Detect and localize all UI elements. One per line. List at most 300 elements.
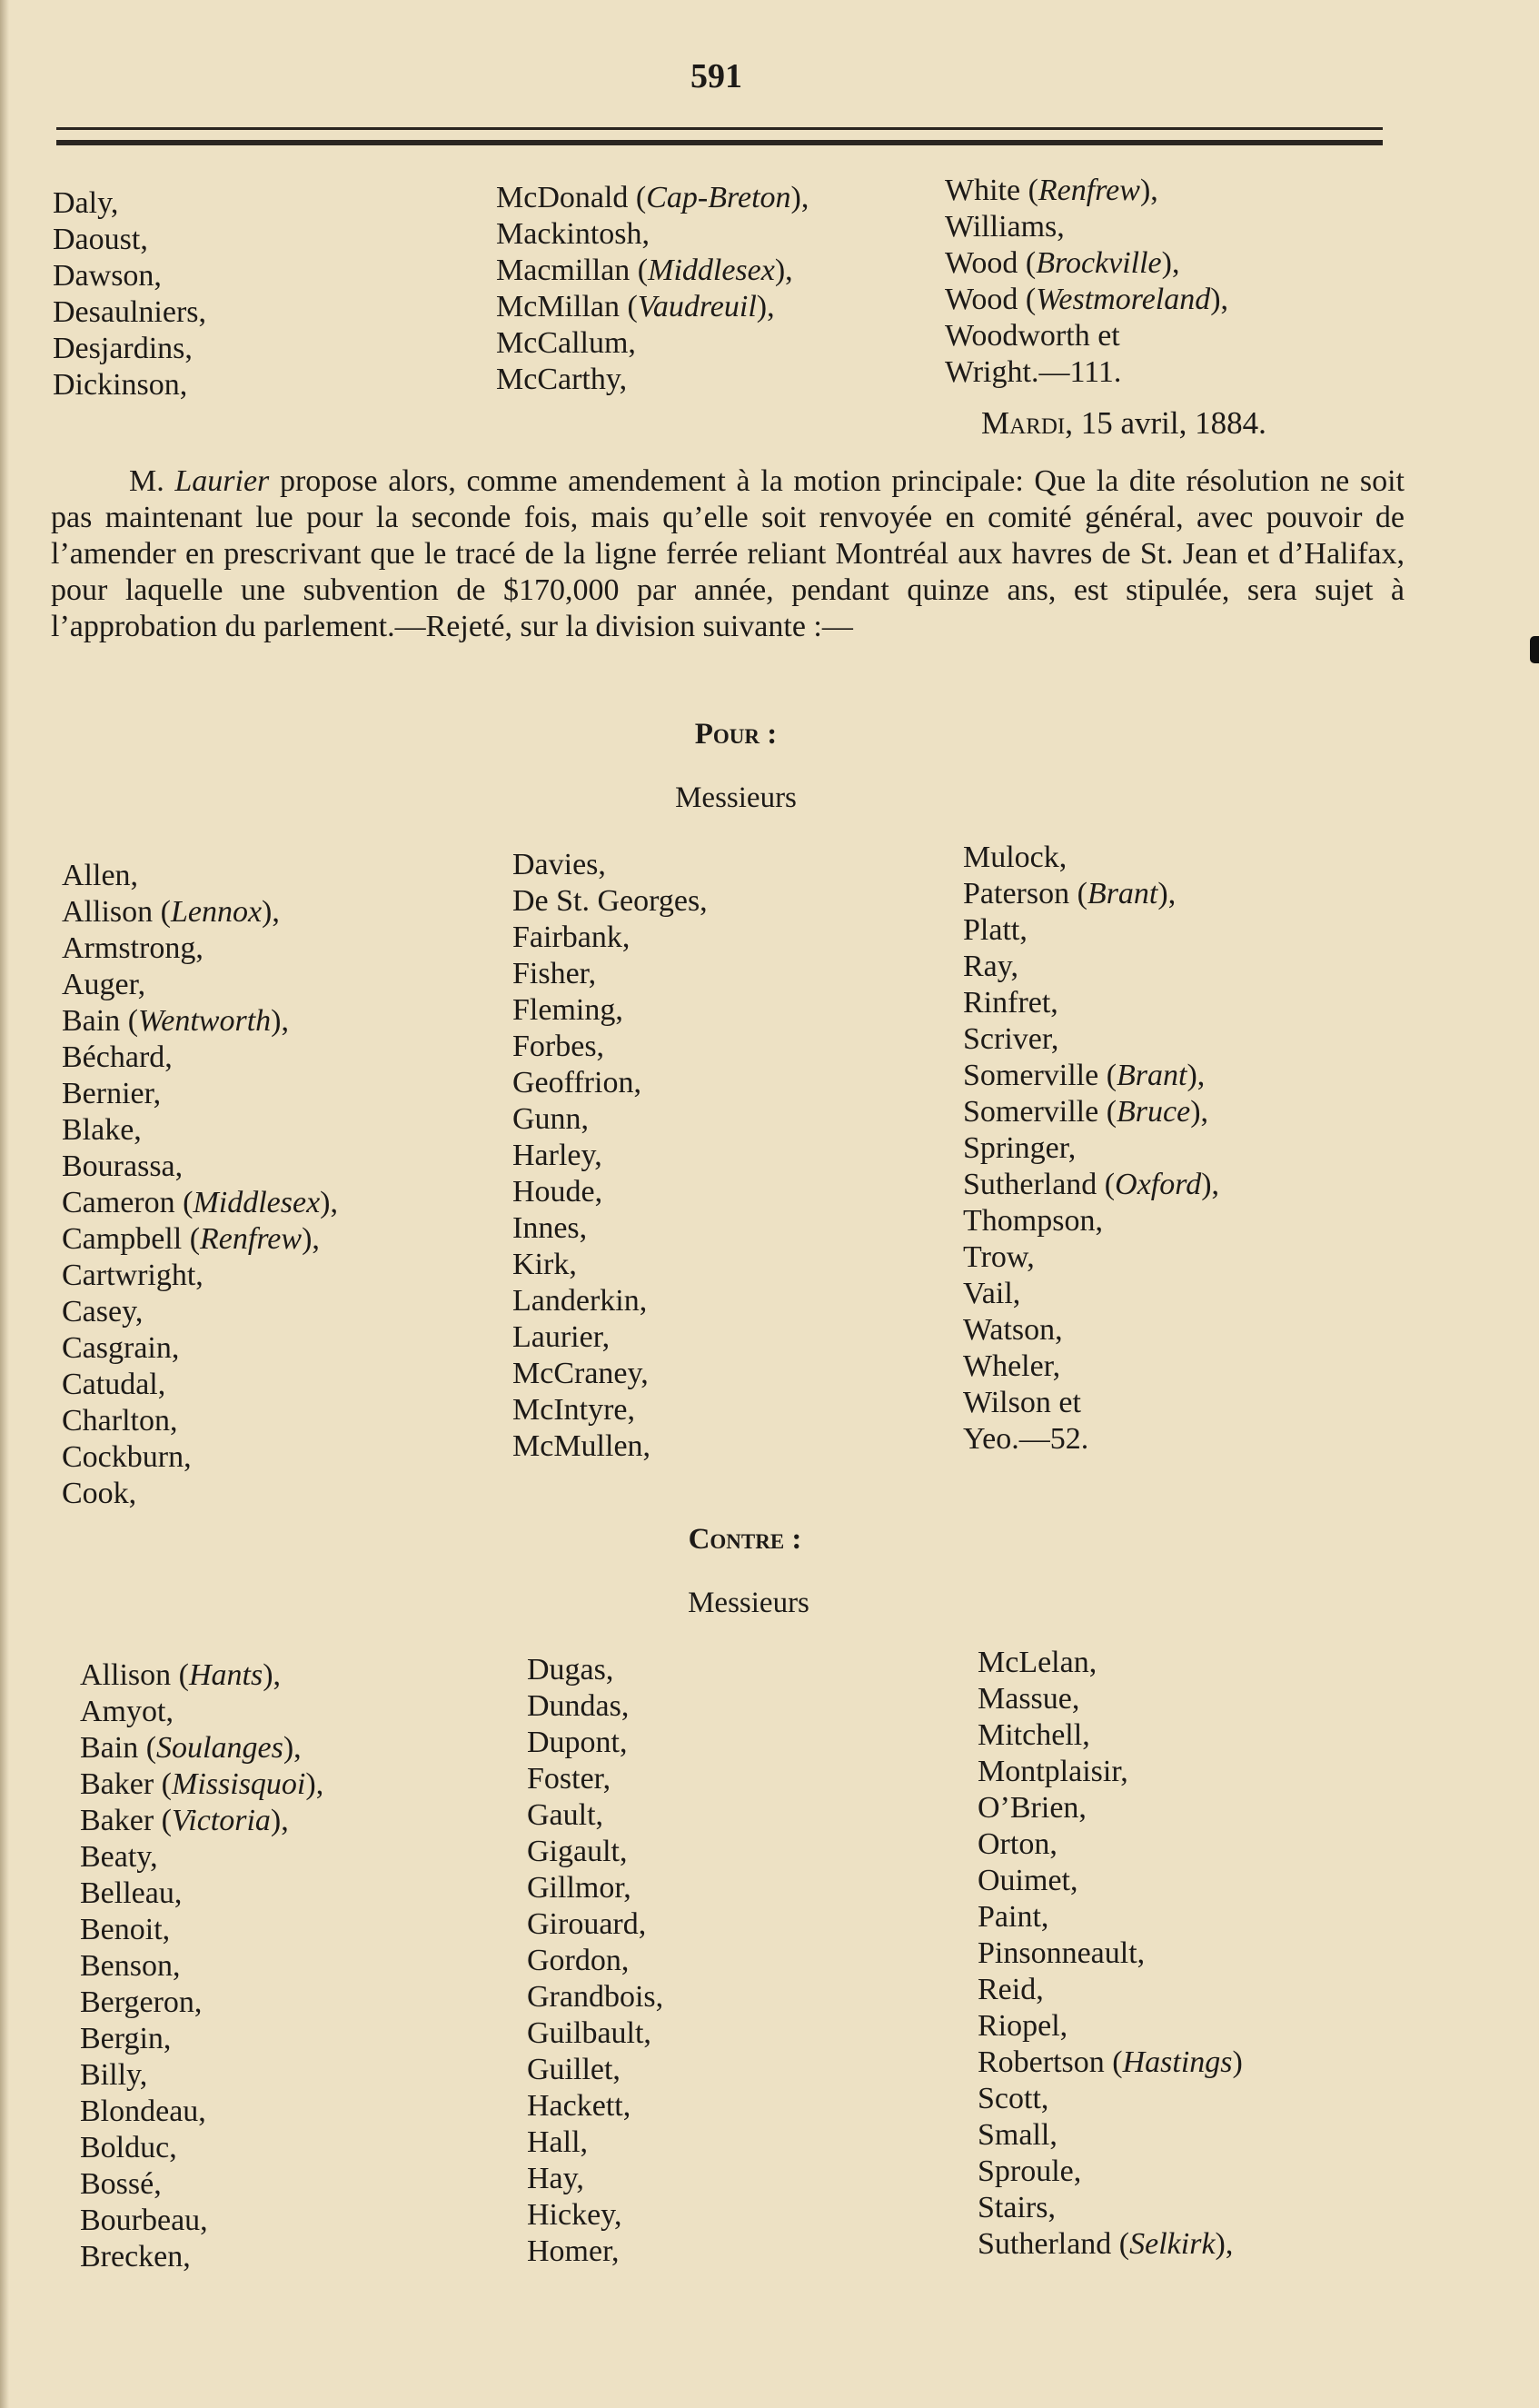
member-name (512, 920, 708, 956)
member-surname: Mitchell, (978, 1718, 1090, 1752)
member-name (963, 1312, 1219, 1348)
member-name (62, 1221, 338, 1258)
member-surname: Vail, (963, 1277, 1021, 1310)
member-surname: Mackintosh, (496, 217, 650, 251)
member-surname: O’Brien, (978, 1791, 1087, 1825)
member-punctuation: ), (1139, 174, 1158, 207)
member-name (512, 883, 708, 920)
member-constituency: Middlesex (648, 254, 775, 287)
member-surname: Reid, (978, 1973, 1044, 2006)
member-surname: Gunn, (512, 1102, 590, 1136)
member-name (978, 2154, 1243, 2190)
member-constituency: Westmoreland (1036, 283, 1211, 316)
member-name (62, 1003, 338, 1040)
member-surname: Blondeau, (80, 2095, 206, 2128)
top-list-column-3 (945, 173, 1228, 391)
member-surname: Pinsonneault, (978, 1936, 1146, 1970)
member-surname: Brecken, (80, 2240, 191, 2274)
member-surname: Cameron ( (62, 1186, 194, 1219)
member-name (80, 1912, 323, 1948)
member-surname: Sproule, (978, 2154, 1082, 2188)
member-name (963, 1167, 1219, 1203)
member-name (963, 1094, 1219, 1130)
member-name (945, 209, 1228, 245)
member-surname: Davies, (512, 848, 606, 881)
contre-column-3 (978, 1645, 1243, 2263)
member-surname: Scriver, (963, 1022, 1059, 1056)
page-binding-edge (0, 0, 9, 2408)
member-name (512, 1392, 708, 1428)
member-name (512, 1428, 708, 1465)
pour-column-1 (62, 858, 338, 1512)
member-surname: Baker ( (80, 1767, 173, 1801)
contre-messieurs: Messieurs (688, 1587, 809, 1619)
pour-heading: Pour : (694, 718, 778, 751)
member-name (62, 1076, 338, 1112)
member-punctuation: ), (262, 895, 280, 929)
member-constituency: Soulanges (156, 1731, 283, 1765)
member-punctuation: ), (1215, 2227, 1234, 2261)
member-surname: Billy, (80, 2058, 148, 2092)
member-surname: Gigault, (527, 1835, 628, 1868)
member-name (62, 1040, 338, 1076)
member-surname: Fairbank, (512, 920, 630, 954)
member-name (527, 1834, 663, 1870)
member-name (978, 1935, 1243, 1972)
member-name (62, 1403, 338, 1439)
member-surname: Somerville ( (963, 1095, 1117, 1129)
member-surname: Wilson et (963, 1386, 1081, 1419)
member-name (62, 1476, 338, 1512)
member-name (80, 1730, 323, 1766)
pour-column-2 (512, 847, 708, 1465)
member-surname: Gillmor, (527, 1871, 631, 1905)
member-surname: Benoit, (80, 1913, 171, 1946)
member-name (963, 1421, 1219, 1458)
member-name (527, 1688, 663, 1725)
member-surname: Robertson ( (978, 2045, 1123, 2079)
member-surname: Dawson, (53, 259, 162, 293)
member-name (80, 1985, 323, 2021)
member-name (53, 331, 206, 367)
member-surname: Bolduc, (80, 2131, 177, 2164)
member-name (978, 1681, 1243, 1717)
member-name (527, 2161, 663, 2197)
member-constituency: Lennox (170, 895, 263, 929)
member-name (963, 985, 1219, 1021)
member-name (512, 1319, 708, 1356)
member-surname: Dickinson, (53, 368, 188, 402)
member-surname: Béchard, (62, 1040, 173, 1074)
member-constituency: Bruce (1117, 1095, 1191, 1129)
member-surname: Desaulniers, (53, 295, 207, 329)
member-punctuation: ), (270, 1804, 289, 1837)
member-surname: Baker ( (80, 1804, 173, 1837)
member-surname: Paterson ( (963, 877, 1087, 910)
member-surname: Yeo.—52. (963, 1422, 1089, 1456)
member-surname: Hackett, (527, 2089, 631, 2123)
member-surname: Paint, (978, 1900, 1049, 1934)
member-surname: Bossé, (80, 2167, 162, 2201)
member-name (527, 1906, 663, 1943)
member-name (978, 1863, 1243, 1899)
member-constituency: Renfrew (200, 1222, 303, 1256)
member-name (963, 876, 1219, 912)
member-surname: Springer, (963, 1131, 1077, 1165)
member-name (512, 1174, 708, 1210)
member-surname: Wood ( (945, 283, 1037, 316)
pour-column-3 (963, 840, 1219, 1458)
member-name (62, 1439, 338, 1476)
member-surname: Campbell ( (62, 1222, 201, 1256)
member-surname: Cook, (62, 1477, 137, 1510)
member-surname: Benson, (80, 1949, 181, 1983)
member-surname: Hickey, (527, 2198, 622, 2232)
member-name (963, 1276, 1219, 1312)
member-surname: McDonald ( (496, 181, 647, 214)
member-surname: McLelan, (978, 1646, 1097, 1679)
member-name (53, 367, 206, 403)
member-constituency: Oxford (1115, 1168, 1202, 1201)
member-surname: Woodworth et (945, 319, 1120, 353)
member-surname: Foster, (527, 1762, 611, 1796)
member-constituency: Wentworth (138, 1004, 272, 1038)
member-surname: Allison ( (80, 1658, 189, 1692)
member-surname: Houde, (512, 1175, 603, 1209)
member-surname: Cockburn, (62, 1440, 192, 1474)
member-surname: Charlton, (62, 1404, 178, 1438)
member-name (80, 2021, 323, 2057)
member-surname: Macmillan ( (496, 254, 649, 287)
member-surname: Watson, (963, 1313, 1063, 1347)
member-surname: Fisher, (512, 957, 597, 990)
member-surname: Somerville ( (963, 1059, 1117, 1092)
member-surname: Dundas, (527, 1689, 630, 1723)
member-surname: Casey, (62, 1295, 144, 1328)
member-name (62, 1294, 338, 1330)
member-constituency: Renfrew (1038, 174, 1140, 207)
member-name (963, 1021, 1219, 1058)
member-name (512, 1356, 708, 1392)
member-name (62, 930, 338, 967)
member-surname: Thompson, (963, 1204, 1103, 1238)
member-name (978, 1790, 1243, 1826)
member-name (945, 245, 1228, 282)
member-surname: Guillet, (527, 2053, 621, 2086)
member-surname: Innes, (512, 1211, 588, 1245)
member-name (963, 1348, 1219, 1385)
member-surname: Orton, (978, 1827, 1057, 1861)
member-surname: Gordon, (527, 1944, 630, 1977)
member-constituency: Middlesex (193, 1186, 321, 1219)
member-name (963, 949, 1219, 985)
member-name (512, 1101, 708, 1138)
member-surname: Sutherland ( (963, 1168, 1116, 1201)
member-name (527, 1870, 663, 1906)
member-surname: Hall, (527, 2125, 589, 2159)
member-surname: Williams, (945, 210, 1065, 244)
member-name (978, 2190, 1243, 2226)
contre-column-2 (527, 1652, 663, 2270)
member-surname: McIntyre, (512, 1393, 636, 1427)
member-name (80, 2130, 323, 2166)
member-surname: Platt, (963, 913, 1028, 947)
member-surname: Montplaisir, (978, 1755, 1128, 1788)
member-name (527, 2197, 663, 2234)
member-surname: Bain ( (62, 1004, 139, 1038)
member-name (496, 289, 809, 325)
member-name (978, 1645, 1243, 1681)
member-name (512, 1247, 708, 1283)
member-surname: Landerkin, (512, 1284, 648, 1318)
member-name (978, 2117, 1243, 2154)
member-name (62, 1185, 338, 1221)
member-name (963, 1130, 1219, 1167)
member-surname: Bergeron, (80, 1985, 203, 2019)
member-name (496, 216, 809, 253)
member-name (62, 894, 338, 930)
member-name (62, 858, 338, 894)
member-surname: Cartwright, (62, 1259, 204, 1292)
member-name (963, 912, 1219, 949)
member-surname: Laurier, (512, 1320, 611, 1354)
member-name (978, 2008, 1243, 2045)
member-punctuation: ), (1210, 283, 1229, 316)
member-surname: Wood ( (945, 246, 1037, 280)
member-surname: Stairs, (978, 2191, 1056, 2224)
member-name (496, 253, 809, 289)
member-surname: McMullen, (512, 1429, 651, 1463)
member-name (80, 2094, 323, 2130)
member-surname: Auger, (62, 968, 146, 1001)
member-name (80, 2166, 323, 2203)
member-surname: Massue, (978, 1682, 1080, 1716)
member-name (62, 1112, 338, 1149)
member-punctuation: ), (283, 1731, 302, 1765)
member-name (527, 1652, 663, 1688)
member-name (527, 2234, 663, 2270)
member-name (62, 1258, 338, 1294)
member-name (512, 1283, 708, 1319)
member-surname: Ray, (963, 950, 1019, 983)
member-name (527, 1943, 663, 1979)
member-name (80, 1694, 323, 1730)
member-name (512, 1029, 708, 1065)
member-name (527, 2124, 663, 2161)
member-surname: Belleau, (80, 1876, 183, 1910)
member-name (963, 1203, 1219, 1239)
member-constituency: Brockville (1036, 246, 1162, 280)
member-surname: Trow, (963, 1240, 1035, 1274)
member-punctuation: ), (790, 181, 809, 214)
member-name (80, 1657, 323, 1694)
member-surname: McCarthy, (496, 363, 628, 396)
member-name (945, 282, 1228, 318)
member-surname: Allison ( (62, 895, 171, 929)
member-surname: Bain ( (80, 1731, 157, 1765)
member-surname: McCallum, (496, 326, 636, 360)
member-name (80, 1803, 323, 1839)
member-name (80, 2057, 323, 2094)
member-surname: Catudal, (62, 1368, 166, 1401)
member-surname: Kirk, (512, 1248, 577, 1281)
header-rule-thick (56, 140, 1383, 145)
member-name (527, 1797, 663, 1834)
member-surname: Wheler, (963, 1349, 1061, 1383)
page-number: 591 (690, 57, 742, 95)
member-surname: Bourassa, (62, 1149, 184, 1183)
member-name (496, 325, 809, 362)
member-punctuation: ), (320, 1186, 338, 1219)
member-surname: McMillan ( (496, 290, 638, 323)
member-name (978, 1826, 1243, 1863)
member-surname: Harley, (512, 1139, 602, 1172)
page-edge-mark (1530, 636, 1539, 663)
date-day: Mardi (981, 405, 1066, 441)
member-name (978, 1754, 1243, 1790)
member-name (53, 294, 206, 331)
member-name (80, 1839, 323, 1876)
member-surname: Amyot, (80, 1695, 174, 1728)
member-surname: Dugas, (527, 1653, 614, 1687)
member-surname: Forbes, (512, 1030, 605, 1063)
member-name (80, 1948, 323, 1985)
member-name (512, 1210, 708, 1247)
member-name (963, 1239, 1219, 1276)
member-surname: Allen, (62, 859, 139, 892)
member-name (62, 1330, 338, 1367)
member-name (527, 1979, 663, 2015)
member-punctuation: ), (305, 1767, 324, 1801)
member-constituency: Cap-Breton (646, 181, 791, 214)
member-surname: Ouimet, (978, 1864, 1078, 1897)
member-surname: McCraney, (512, 1357, 649, 1390)
contre-column-1 (80, 1657, 323, 2275)
member-surname: White ( (945, 174, 1038, 207)
member-name (527, 1761, 663, 1797)
member-constituency: Hants (188, 1658, 263, 1692)
motion-mover: Laurier (174, 464, 270, 498)
member-surname: Mulock, (963, 841, 1067, 874)
member-surname: Sutherland ( (978, 2227, 1130, 2261)
member-surname: Casgrain, (62, 1331, 180, 1365)
member-name (496, 180, 809, 216)
member-name (963, 1058, 1219, 1094)
member-surname: Gault, (527, 1798, 604, 1832)
member-constituency: Victoria (172, 1804, 271, 1837)
member-name (527, 2015, 663, 2052)
member-surname: Scott, (978, 2082, 1049, 2115)
member-surname: Bernier, (62, 1077, 162, 1110)
member-surname: Grandbois, (527, 1980, 664, 2014)
contre-heading: Contre : (688, 1523, 802, 1556)
member-constituency: Brant (1117, 1059, 1187, 1092)
member-surname: Daoust, (53, 223, 148, 256)
member-surname: Hay, (527, 2162, 584, 2195)
member-punctuation: ), (1157, 877, 1177, 910)
member-surname: Daly, (53, 186, 119, 220)
member-name (80, 2203, 323, 2239)
member-name (496, 362, 809, 398)
member-name (978, 2226, 1243, 2263)
pour-messieurs: Messieurs (675, 781, 797, 814)
member-name (527, 2052, 663, 2088)
member-constituency: Hastings (1122, 2045, 1233, 2079)
member-name (80, 1876, 323, 1912)
member-surname: Blake, (62, 1113, 142, 1147)
member-constituency: Missisquoi (172, 1767, 306, 1801)
header-rule-thin (56, 127, 1383, 130)
date-rest: , 15 avril, 1884. (1065, 405, 1266, 441)
member-surname: Desjardins, (53, 332, 193, 365)
member-name (945, 173, 1228, 209)
member-constituency: Brant (1087, 877, 1158, 910)
member-surname: Small, (978, 2118, 1057, 2152)
member-punctuation: ), (774, 254, 793, 287)
member-punctuation: ), (1161, 246, 1180, 280)
member-surname: Girouard, (527, 1907, 647, 1941)
member-name (512, 1065, 708, 1101)
member-surname: Homer, (527, 2234, 620, 2268)
top-list-column-1 (53, 185, 206, 403)
member-surname: Bourbeau, (80, 2204, 208, 2237)
member-name (512, 992, 708, 1029)
member-constituency: Vaudreuil (637, 290, 757, 323)
member-name (978, 1899, 1243, 1935)
member-name (62, 967, 338, 1003)
member-punctuation: ), (756, 290, 775, 323)
member-surname: Geoffrion, (512, 1066, 641, 1100)
member-surname: Armstrong, (62, 931, 204, 965)
member-name (80, 1766, 323, 1803)
member-name (963, 840, 1219, 876)
member-surname: Wright.—111. (945, 355, 1122, 389)
session-date (981, 405, 1266, 442)
motion-lead: M. (129, 464, 175, 498)
member-surname: Beaty, (80, 1840, 158, 1874)
member-name (80, 2239, 323, 2275)
motion-text: propose alors, comme amendement à la motion principale: Que la dite résolution ne soit pas maintenant lue pour la seconde fois, mais qu’elle soit renvoyée en comité général, avec pouvoir de l’amender en prescrivant que le tracé de la ligne ferrée reliant Montréal aux havres de St. Jean et d’Halifax, pour laquelle une subvention de $170,000 par année, pendant quinze ans, est stipulée, sera sujet à l’approbation du parlement.—Rejeté, sur la division suivante :— (51, 464, 1405, 643)
member-name (978, 1717, 1243, 1754)
member-punctuation: ), (271, 1004, 289, 1038)
member-name (512, 847, 708, 883)
motion-paragraph (51, 463, 1405, 645)
top-list-column-2 (496, 180, 809, 398)
member-name (527, 1725, 663, 1761)
member-surname: De St. Georges, (512, 884, 708, 918)
member-punctuation: ), (1201, 1168, 1220, 1201)
member-surname: Fleming, (512, 993, 623, 1027)
member-name (945, 318, 1228, 354)
member-surname: Rinfret, (963, 986, 1058, 1020)
member-surname: Dupont, (527, 1726, 628, 1759)
member-punctuation: ), (1190, 1095, 1209, 1129)
member-name (945, 354, 1228, 391)
member-punctuation: ), (263, 1658, 282, 1692)
member-name (978, 1972, 1243, 2008)
member-punctuation: ), (1187, 1059, 1206, 1092)
member-constituency: Selkirk (1129, 2227, 1216, 2261)
member-name (62, 1367, 338, 1403)
member-name (62, 1149, 338, 1185)
member-name (512, 956, 708, 992)
member-surname: Riopel, (978, 2009, 1068, 2043)
member-name (53, 222, 206, 258)
member-name (53, 258, 206, 294)
member-name (512, 1138, 708, 1174)
member-punctuation: ), (302, 1222, 320, 1256)
member-name (963, 1385, 1219, 1421)
